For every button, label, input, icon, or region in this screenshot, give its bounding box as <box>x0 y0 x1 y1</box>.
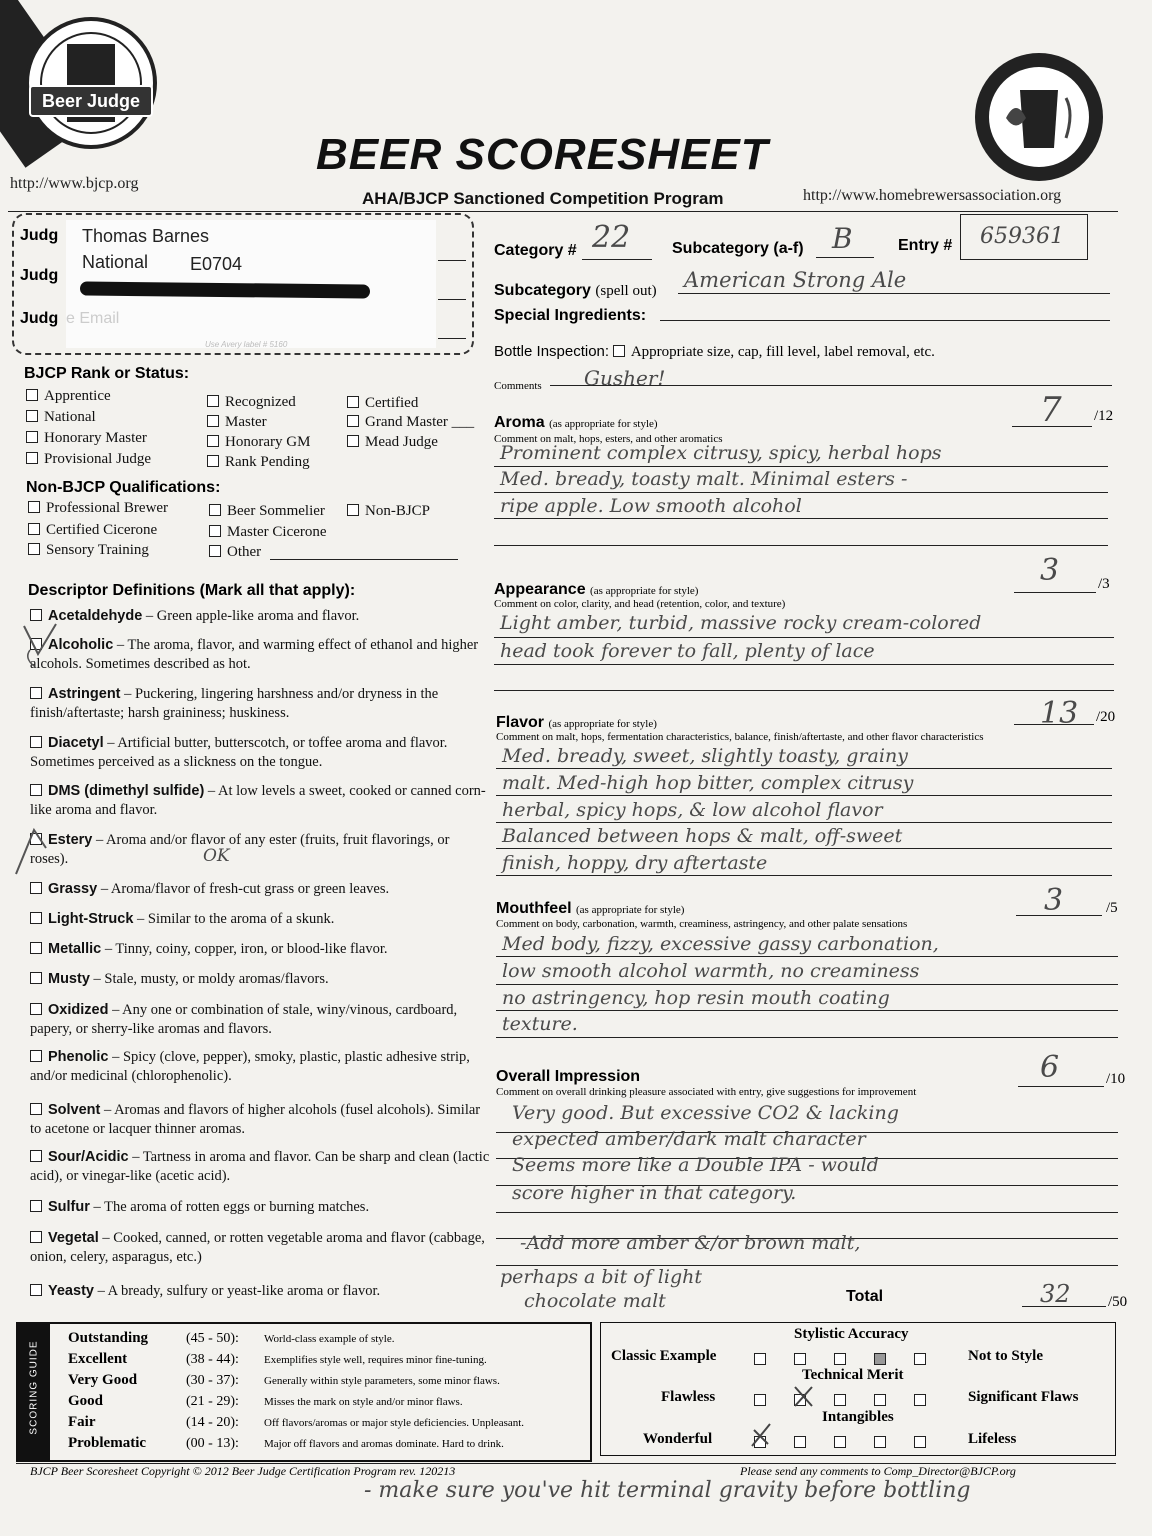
scoring-guide-sidebar <box>18 1324 50 1460</box>
flavor-title <box>496 714 657 732</box>
aroma-title <box>494 414 658 432</box>
scoring-guide-side-label: SCORING GUIDE <box>28 1340 40 1435</box>
header-rule <box>8 211 1118 212</box>
alcoholic-check-mark <box>20 620 60 670</box>
not-style-label: Not to Style <box>968 1348 1043 1364</box>
spell-label-text: Subcategory <box>494 282 591 299</box>
descriptor-acetaldehyde[interactable]: Acetaldehyde – Green apple-like aroma and flavor. <box>30 607 490 626</box>
aroma-max: /12 <box>1094 408 1114 424</box>
rank-honorary-master[interactable]: Honorary Master <box>26 430 147 447</box>
overall-max: /10 <box>1106 1071 1126 1087</box>
technical-box-3[interactable] <box>834 1394 846 1406</box>
flavor-max: /20 <box>1096 709 1116 725</box>
url-right: http://www.homebrewersassociation.org <box>803 187 1062 204</box>
qual-beer-sommelier[interactable]: Beer Sommelier <box>209 503 325 520</box>
flavor-hw-5: finish, hoppy, dry aftertaste <box>502 852 768 874</box>
flavor-title-text: Flavor <box>496 714 545 731</box>
comments-value: Gusher! <box>584 366 666 390</box>
special-line <box>660 320 1110 321</box>
wonderful-label: Wonderful <box>643 1431 713 1447</box>
appearance-score: 3 <box>1040 553 1060 588</box>
judge-line-2 <box>438 299 466 300</box>
rank-grand-master[interactable]: Grand Master ___ <box>347 414 474 431</box>
intangibles-box-2[interactable] <box>794 1436 806 1448</box>
judge-rank: National <box>82 252 149 272</box>
descriptor-alcoholic[interactable]: Alcoholic – The aroma, flavor, and warming effect of ethanol and higher alcohols. Sometimes described as hot. <box>30 637 479 672</box>
total-score: 32 <box>1040 1280 1071 1308</box>
flavor-line-3 <box>496 822 1112 823</box>
overall-hw-4: score higher in that category. <box>512 1182 797 1204</box>
rank-apprentice[interactable]: Apprentice <box>26 388 111 405</box>
subcategory-value: B <box>832 222 853 255</box>
overall-line-4 <box>496 1212 1118 1213</box>
flavor-line-4 <box>496 848 1112 849</box>
spell-sub: (spell out) <box>595 283 657 299</box>
appearance-line-1 <box>494 637 1114 638</box>
footer-right: Please send any comments to Comp_Director@BJCP.org <box>740 1464 1016 1478</box>
overall-score-line <box>1018 1086 1104 1087</box>
mouthfeel-hint: (as appropriate for style) <box>576 904 685 916</box>
mouthfeel-title <box>496 900 684 918</box>
aha-logo <box>970 48 1108 186</box>
descriptor-grassy[interactable]: Grassy – Aroma/flavor of fresh-cut grass or green leaves. <box>30 880 490 899</box>
flavor-line-5 <box>496 875 1112 876</box>
stylistic-box-3[interactable] <box>834 1353 846 1365</box>
appearance-title-text: Appearance <box>494 581 586 598</box>
descriptor-sour[interactable]: Sour/Acidic – Tartness in aroma and flavor. Can be sharp and clean (lactic acid), or vinegar-like (acetic acid). <box>30 1149 490 1184</box>
appearance-hint: (as appropriate for style) <box>590 585 699 597</box>
qual-other[interactable]: Other <box>209 544 261 561</box>
page-subtitle: AHA/BJCP Sanctioned Competition Program <box>362 189 724 208</box>
descriptor-metallic[interactable]: Metallic – Tinny, coiny, copper, iron, or blood-like flavor. <box>30 940 490 959</box>
overall-hw-3: Seems more like a Double IPA - would <box>512 1154 879 1176</box>
scoring-guide-table <box>68 1328 524 1454</box>
judge-label-2: Judg <box>20 267 59 284</box>
rank-mead-judge[interactable]: Mead Judge <box>347 434 438 451</box>
category-label: Category # <box>494 242 577 259</box>
flavor-score: 13 <box>1040 696 1079 731</box>
appearance-comment-prompt: Comment on color, clarity, and head (retention, color, and texture) <box>494 598 786 610</box>
guide-row: Excellent (38 - 44): Exemplifies style well, requires minor fine-tuning. <box>68 1351 487 1367</box>
intangibles-x-mark <box>748 1420 774 1450</box>
aroma-comment-prompt: Comment on malt, hops, esters, and other aromatics <box>494 433 723 445</box>
estery-note: OK <box>203 846 230 866</box>
overall-score: 6 <box>1040 1050 1060 1085</box>
aroma-line-2 <box>494 492 1108 493</box>
overall-hw-6: perhaps a bit of light <box>500 1266 702 1288</box>
mouthfeel-line-2 <box>496 984 1118 985</box>
intangibles-box-4[interactable] <box>874 1436 886 1448</box>
appearance-line-2 <box>494 664 1114 665</box>
stylistic-box-5[interactable] <box>914 1353 926 1365</box>
mouthfeel-max: /5 <box>1106 900 1118 916</box>
intangibles-checkboxes <box>754 1434 954 1452</box>
estery-check-mark <box>12 826 52 878</box>
aroma-hw-3: ripe apple. Low smooth alcohol <box>500 495 802 517</box>
aroma-hint: (as appropriate for style) <box>549 418 658 430</box>
mouthfeel-line-1 <box>496 956 1118 957</box>
aroma-score: 7 <box>1040 390 1062 430</box>
descriptor-diacetyl[interactable]: Diacetyl – Artificial butter, butterscotch, or toffee aroma and flavor. Sometimes perceived as a slickness on the tongue. <box>30 735 448 770</box>
mouthfeel-score: 3 <box>1044 883 1064 918</box>
judge-line-3 <box>438 338 466 339</box>
bjcp-logo-text: Beer Judge <box>41 91 141 111</box>
descriptor-sulfur[interactable]: Sulfur – The aroma of rotten eggs or burning matches. <box>30 1198 490 1217</box>
total-label: Total <box>846 1288 884 1305</box>
category-value: 22 <box>592 220 631 255</box>
qual-master-cicerone[interactable]: Master Cicerone <box>209 524 327 541</box>
descriptor-yeasty[interactable]: Yeasty – A bready, sulfury or yeast-like aroma or flavor. <box>30 1282 490 1301</box>
aroma-title-text: Aroma <box>494 414 545 431</box>
entry-label: Entry # <box>898 237 953 254</box>
mouthfeel-comment-prompt: Comment on body, carbonation, warmth, creaminess, astringency, and other palate sensations <box>496 918 908 930</box>
comments-label: Comments <box>494 380 542 392</box>
footer-left: BJCP Beer Scoresheet Copyright © 2012 Beer Judge Certification Program rev. 120213 <box>30 1464 456 1478</box>
mouthfeel-title-text: Mouthfeel <box>496 900 572 917</box>
mouthfeel-hw-1: Med body, fizzy, excessive gassy carbonation, <box>502 933 939 955</box>
aroma-line-4 <box>494 545 1108 546</box>
footer-handwritten: - make sure you've hit terminal gravity before bottling <box>364 1478 971 1503</box>
stylistic-box-2[interactable] <box>794 1353 806 1365</box>
descriptor-oxidized[interactable]: Oxidized – Any one or combination of stale, winy/vinous, cardboard, papery, or sherry-like aromas and flavors. <box>30 1002 458 1037</box>
judge-name: Thomas Barnes <box>82 226 210 246</box>
technical-checkboxes <box>754 1392 954 1410</box>
bottle-checkbox[interactable] <box>613 345 625 357</box>
judge-label-1: Judg <box>20 227 59 244</box>
flavor-comment-prompt: Comment on malt, hops, fermentation characteristics, balance, finish/aftertaste, and other flavor characteristics <box>496 731 984 743</box>
spell-line <box>678 293 1110 294</box>
descriptor-musty[interactable]: Musty – Stale, musty, or moldy aromas/flavors. <box>30 970 490 989</box>
bottle-row <box>494 343 935 361</box>
qual-pro-brewer[interactable]: Professional Brewer <box>28 500 168 517</box>
flavor-hw-4: Balanced between hops & malt, off-sweet <box>502 825 903 847</box>
scoring-guide <box>16 1322 592 1462</box>
aroma-hw-1: Prominent complex citrusy, spicy, herbal hops <box>500 442 942 464</box>
intangibles-box-5[interactable] <box>914 1436 926 1448</box>
judge-id: E0704 <box>190 254 243 274</box>
url-left: http://www.bjcp.org <box>10 175 139 192</box>
judge-faint-email: e Email <box>66 310 120 327</box>
aroma-line-1 <box>494 466 1108 467</box>
flavor-line-1 <box>496 768 1112 769</box>
technical-box-5[interactable] <box>914 1394 926 1406</box>
technical-x-mark <box>792 1384 816 1410</box>
mouthfeel-hw-3: no astringency, hop resin mouth coating <box>502 987 890 1009</box>
descriptor-phenolic[interactable]: Phenolic – Spicy (clove, pepper), smoky, plastic, plastic adhesive strip, and/or medicinal (chlorophenolic). <box>30 1049 470 1084</box>
spell-value: American Strong Ale <box>684 268 907 292</box>
guide-row: Outstanding (45 - 50): World-class example of style. <box>68 1330 395 1346</box>
descriptor-estery[interactable]: Estery – Aroma and/or flavor of any ester (fruits, fruit flavorings, or roses). <box>30 832 450 867</box>
technical-label: Technical Merit <box>802 1367 904 1383</box>
appearance-score-line <box>1014 592 1096 593</box>
appearance-hw-1: Light amber, turbid, massive rocky cream-colored <box>500 612 982 634</box>
total-max: /50 <box>1108 1294 1128 1310</box>
appearance-max: /3 <box>1098 576 1110 592</box>
aroma-line-3 <box>494 518 1108 519</box>
spell-label <box>494 282 657 300</box>
judge-line-1 <box>438 260 466 261</box>
qual-certified-cicerone[interactable]: Certified Cicerone <box>28 522 157 539</box>
technical-box-1[interactable] <box>754 1394 766 1406</box>
rank-recognized[interactable]: Recognized <box>207 394 296 411</box>
descriptor-light-struck[interactable]: Light-Struck – Similar to the aroma of a skunk. <box>30 910 490 929</box>
intangibles-label: Intangibles <box>822 1409 894 1425</box>
avery-note: Use Avery label # 5160 <box>205 340 288 349</box>
flavor-line-2 <box>496 795 1112 796</box>
rank-master[interactable]: Master <box>207 414 267 431</box>
guide-row: Good (21 - 29): Misses the mark on style and/or minor flaws. <box>68 1393 463 1409</box>
rank-pending[interactable]: Rank Pending <box>207 454 310 471</box>
rank-title: BJCP Rank or Status: <box>24 365 190 382</box>
flavor-hw-2: malt. Med-high hop bitter, complex citrusy <box>502 772 914 794</box>
descriptor-dms[interactable]: DMS (dimethyl sulfide) – At low levels a sweet, cooked or canned corn-like aroma and flavor. <box>30 783 486 818</box>
flavor-hw-1: Med. bready, sweet, slightly toasty, grainy <box>502 745 908 767</box>
guide-row: Problematic (00 - 13): Major off flavors and aromas dominate. Hard to drink. <box>68 1435 504 1451</box>
stylistic-box-4-marked[interactable] <box>874 1353 886 1365</box>
descriptor-astringent[interactable]: Astringent – Puckering, lingering harshness and/or dryness in the finish/aftertaste; harsh graininess; huskiness. <box>30 686 439 721</box>
appearance-hw-2: head took forever to fall, plenty of lace <box>500 640 875 662</box>
rank-national[interactable]: National <box>26 409 96 426</box>
guide-row: Fair (14 - 20): Off flavors/aromas or major style deficiencies. Unpleasant. <box>68 1414 525 1430</box>
category-line <box>582 259 652 260</box>
mouthfeel-hw-4: texture. <box>502 1013 578 1035</box>
appearance-title <box>494 581 698 599</box>
intangibles-box-3[interactable] <box>834 1436 846 1448</box>
mouthfeel-line-3 <box>496 1010 1118 1011</box>
entry-value: 659361 <box>980 224 1064 249</box>
flavor-hw-3: herbal, spicy hops, & low alcohol flavor <box>502 799 883 821</box>
overall-hw-1: Very good. But excessive CO2 & lacking <box>512 1102 899 1124</box>
overall-comment-prompt: Comment on overall drinking pleasure associated with entry, give suggestions for improvement <box>496 1086 917 1098</box>
mouthfeel-hw-2: low smooth alcohol warmth, no creaminess <box>502 960 920 982</box>
lifeless-label: Lifeless <box>968 1431 1017 1447</box>
subcategory-line <box>816 257 874 258</box>
bottle-label: Bottle Inspection: <box>494 343 610 360</box>
nonbjcp-title: Non-BJCP Qualifications: <box>26 479 221 496</box>
page-title: BEER SCORESHEET <box>316 130 769 179</box>
special-label: Special Ingredients: <box>494 307 647 324</box>
overall-hw-7: chocolate malt <box>524 1290 666 1312</box>
qual-sensory[interactable]: Sensory Training <box>28 542 149 559</box>
descriptor-title: Descriptor Definitions (Mark all that apply): <box>28 582 356 599</box>
rank-provisional[interactable]: Provisional Judge <box>26 451 151 468</box>
aroma-hw-2: Med. bready, toasty malt. Minimal esters - <box>500 468 908 490</box>
stylistic-box-1[interactable] <box>754 1353 766 1365</box>
qual-non-bjcp[interactable]: Non-BJCP <box>347 503 430 520</box>
descriptor-vegetal[interactable]: Vegetal – Cooked, canned, or rotten vegetable aroma and flavor (cabbage, onion, celery, asparagus, etc.) <box>30 1230 485 1265</box>
rank-honorary-gm[interactable]: Honorary GM <box>207 434 310 451</box>
judge-label-3: Judg <box>20 310 59 327</box>
mouthfeel-line-4 <box>496 1037 1118 1038</box>
overall-title: Overall Impression <box>496 1068 641 1085</box>
overall-hw-5: -Add more amber &/or brown malt, <box>520 1232 861 1254</box>
flavor-hint: (as appropriate for style) <box>548 718 657 730</box>
overall-hw-2: expected amber/dark malt character <box>512 1128 866 1150</box>
bjcp-logo <box>22 14 160 152</box>
descriptor-solvent[interactable]: Solvent – Aromas and flavors of higher alcohols (fusel alcohols). Similar to acetone or lacquer thinner aromas. <box>30 1102 481 1137</box>
subcategory-label: Subcategory (a-f) <box>672 240 804 257</box>
qual-other-line <box>270 559 458 560</box>
rank-certified[interactable]: Certified <box>347 395 418 412</box>
appearance-line-3 <box>494 690 1114 691</box>
stylistic-label: Stylistic Accuracy <box>794 1326 909 1342</box>
sig-flaws-label: Significant Flaws <box>968 1389 1079 1405</box>
technical-box-4[interactable] <box>874 1394 886 1406</box>
bottle-text: Appropriate size, cap, fill level, label removal, etc. <box>630 344 935 360</box>
classic-label: Classic Example <box>611 1348 717 1364</box>
flawless-label: Flawless <box>661 1389 716 1405</box>
guide-row: Very Good (30 - 37): Generally within style parameters, some minor flaws. <box>68 1372 500 1388</box>
